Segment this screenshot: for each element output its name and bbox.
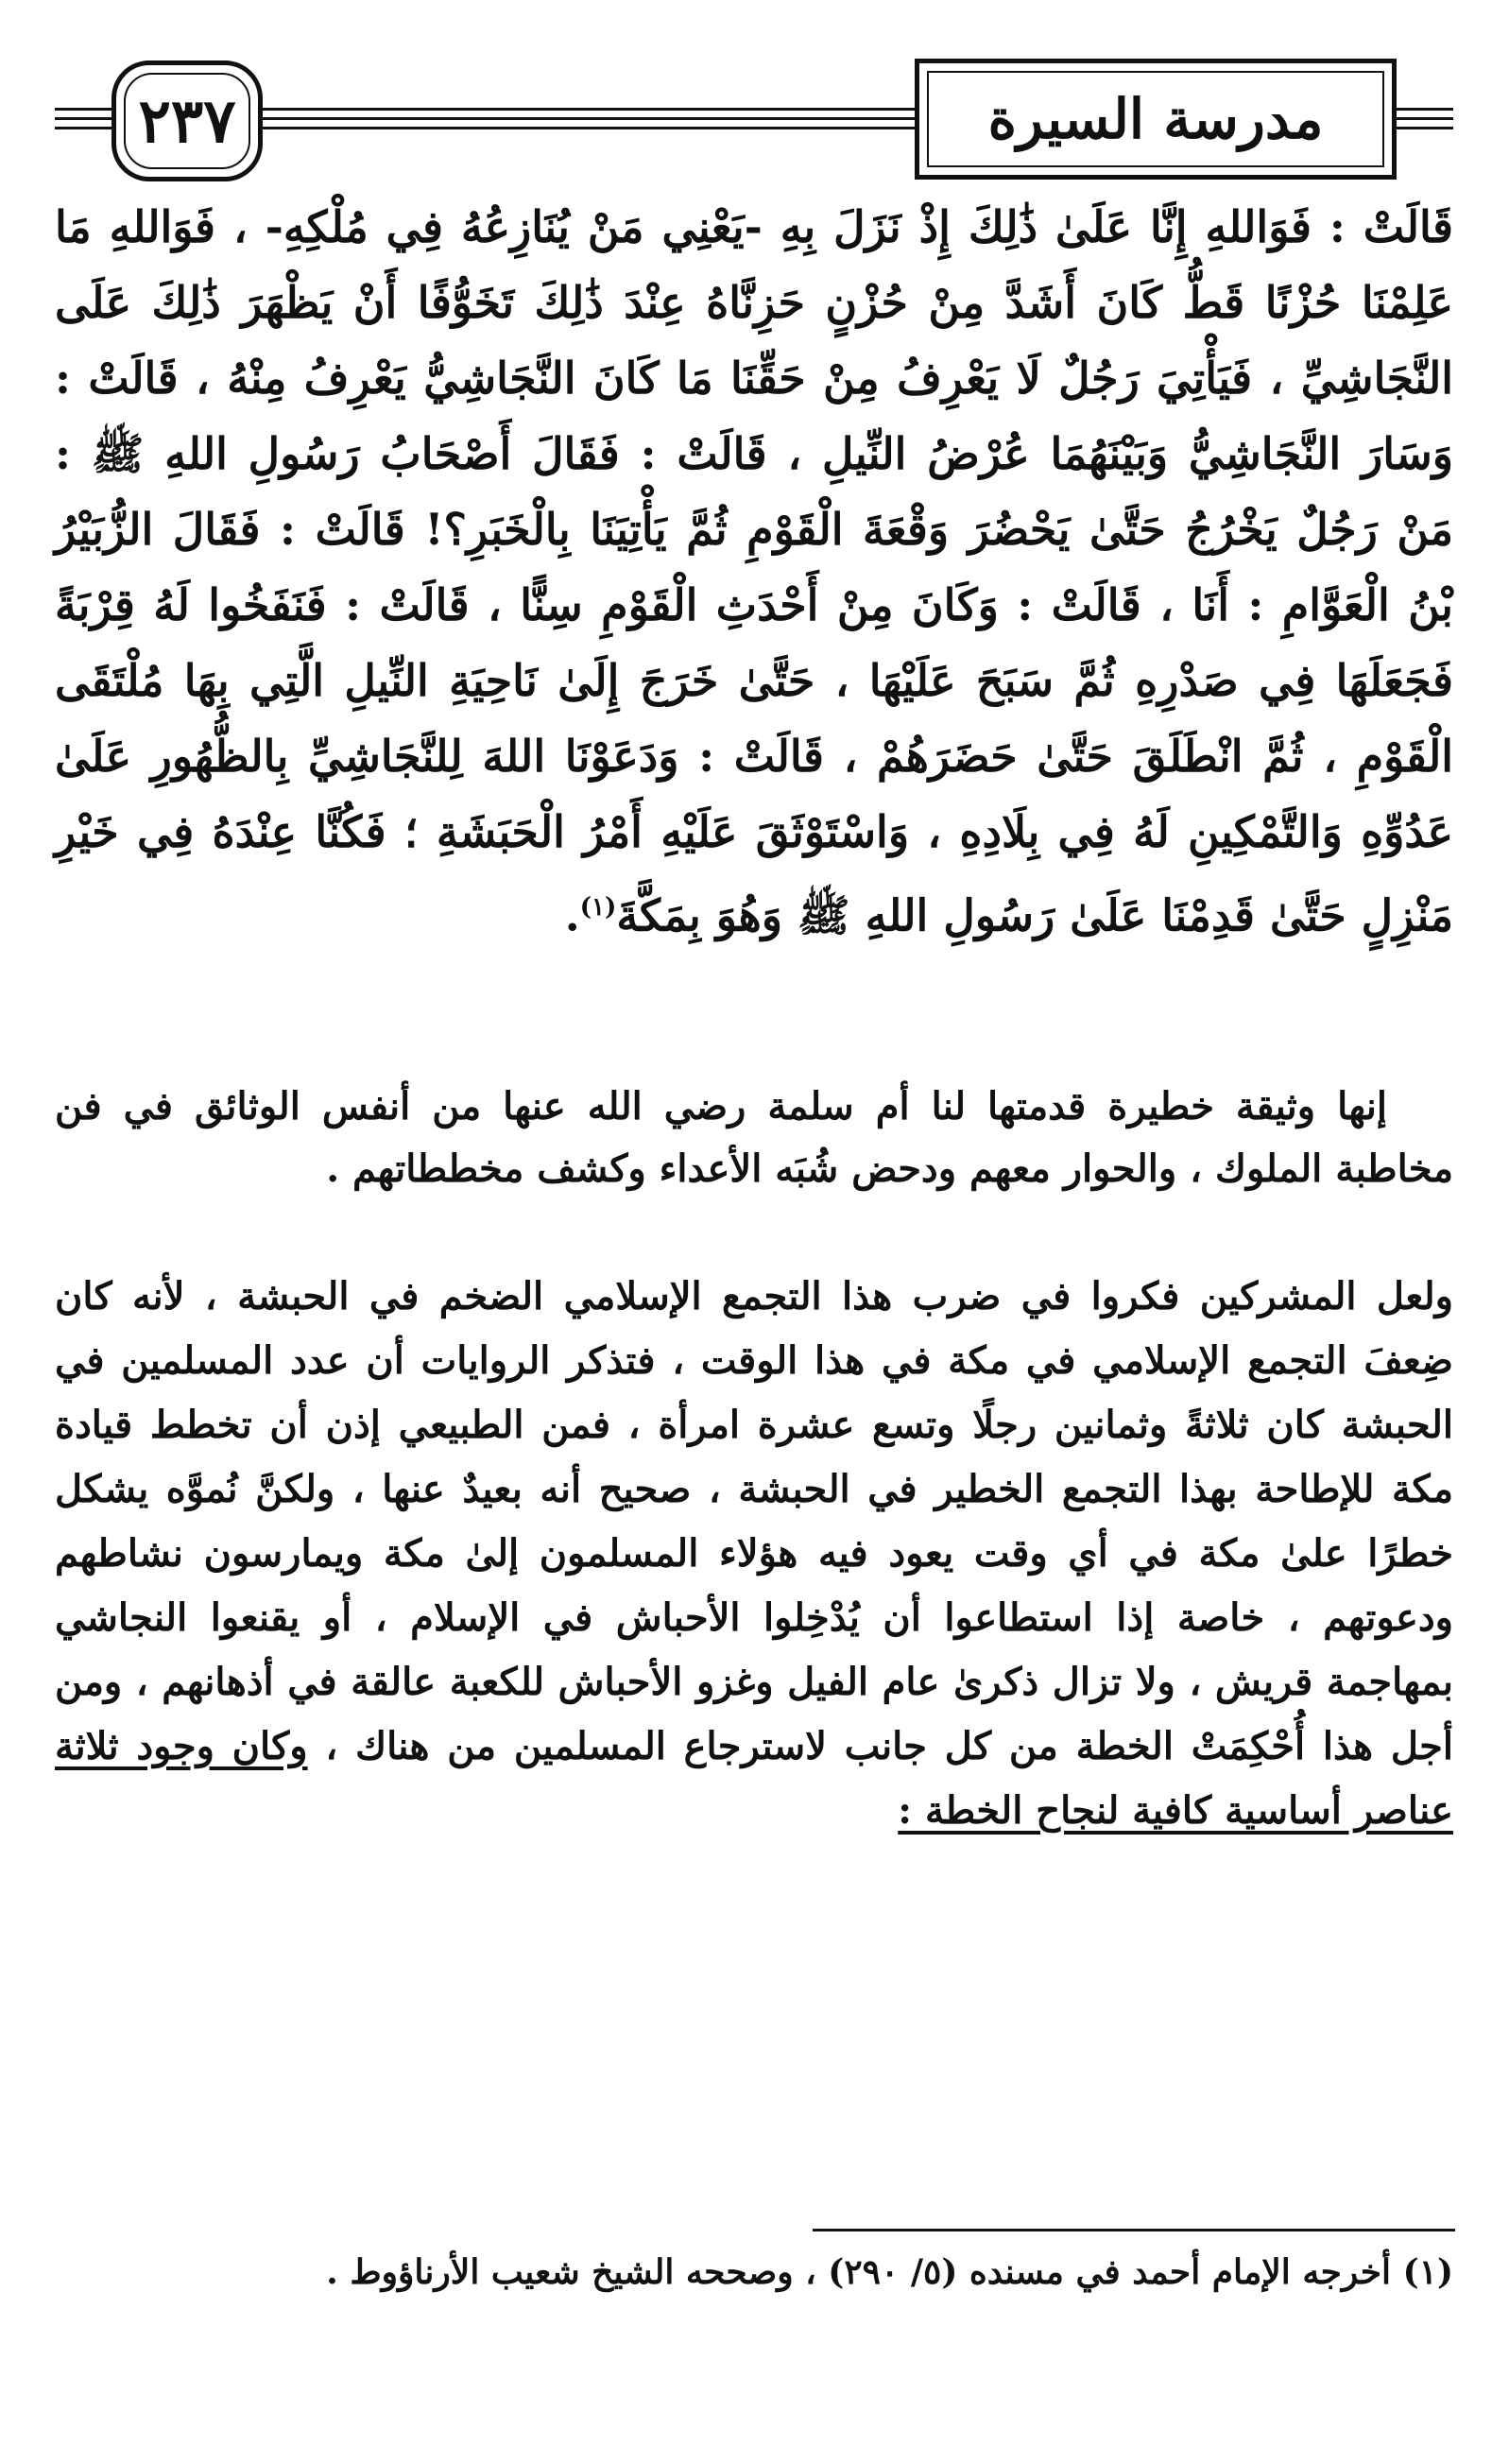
footnote-text: أخرجه الإمام أحمد في مسنده (٥/ ٢٩٠) ، وصححه الشيخ شعيب الأرناؤوط .	[326, 2252, 1392, 2292]
underlined-sentence: وكان وجود ثلاثة عناصر أساسية كافية لنجاح الخطة :	[55, 1724, 1453, 1833]
footnote	[55, 2248, 1453, 2297]
paragraph-text: قَالَتْ : فَوَاللهِ إِنَّا عَلَىٰ ذَٰلِكَ إِذْ نَزَلَ بِهِ -يَعْنِي مَنْ يُنَازِعُهُ فِي مُلْكِهِ- ، فَوَاللهِ مَا عَلِمْنَا حُزْنًا قَطُّ كَانَ أَشَدَّ مِنْ حُزْنٍ حَزِنَّاهُ عِنْدَ ذَٰلِكَ تَخَوُّفًا أَنْ يَظْهَرَ ذَٰلِكَ عَلَى النَّجَاشِيِّ ، فَيَأْتِيَ رَجُلٌ لَا يَعْرِفُ مِنْ حَقِّنَا مَا كَانَ النَّجَاشِيُّ يَعْرِفُ مِنْهُ ، قَالَتْ : وَسَارَ النَّجَاشِيُّ وَبَيْنَهُمَا عُرْضُ النِّيلِ ، قَالَتْ : فَقَالَ أَصْحَابُ رَسُولِ اللهِ ﷺ : مَنْ رَجُلٌ يَخْرُجُ حَتَّىٰ يَحْضُرَ وَقْعَةَ الْقَوْمِ ثُمَّ يَأْتِيَنَا بِالْخَبَرِ؟! قَالَتْ : فَقَالَ الزُّبَيْرُ بْنُ الْعَوَّامِ : أَنَا ، قَالَتْ : وَكَانَ مِنْ أَحْدَثِ الْقَوْمِ سِنًّا ، قَالَتْ : فَنَفَخُوا لَهُ قِرْبَةً فَجَعَلَهَا فِي صَدْرِهِ ثُمَّ سَبَحَ عَلَيْهَا ، حَتَّىٰ خَرَجَ إِلَىٰ نَاحِيَةِ النِّيلِ الَّتِي بِهَا مُلْتَقَى الْقَوْمِ ، ثُمَّ انْطَلَقَ حَتَّىٰ حَضَرَهُمْ ، قَالَتْ : وَدَعَوْنَا اللهَ لِلنَّجَاشِيِّ بِالظُّهُورِ عَلَىٰ عَدُوِّهِ وَالتَّمْكِينِ لَهُ فِي بِلَادِهِ ، وَاسْتَوْثَقَ عَلَيْهِ أَمْرُ الْحَبَشَةِ ؛ فَكُنَّا عِنْدَهُ فِي خَيْرِ مَنْزِلٍ حَتَّىٰ قَدِمْنَا عَلَىٰ رَسُولِ اللهِ ﷺ وَهُوَ بِمَكَّةَ	[55, 201, 1453, 941]
footnote-number: (١)	[1402, 2252, 1453, 2292]
page-number: ٢٣٧	[111, 60, 263, 181]
footnote-separator	[813, 2229, 1455, 2231]
book-title: مدرسة السيرة	[915, 59, 1397, 180]
paragraph-end: .	[564, 889, 580, 941]
page-header	[55, 59, 1453, 172]
quoted-narration-paragraph	[55, 189, 1453, 953]
footnote-reference: (١)	[579, 893, 617, 922]
commentary-paragraph: إنها وثيقة خطيرة قدمتها لنا أم سلمة رضي الله عنها من أنفس الوثائق في فن مخاطبة الملوك ، والحوار معهم ودحض شُبَه الأعداء وكشف مخططاتهم .	[55, 1084, 1453, 1191]
paragraph-text: ولعل المشركين فكروا في ضرب هذا التجمع الإسلامي الضخم في الحبشة ، لأنه كان ضِعفَ التجمع الإسلامي في مكة في هذا الوقت ، فتذكر الروايات أن عدد المسلمين في الحبشة كان ثلاثةً وثمانين رجلًا وتسع عشرة امرأة ، فمن الطبيعي إذن أن تخطط قيادة مكة للإطاحة بهذا التجمع الخطير في الحبشة ، صحيح أنه بعيدٌ عنها ، ولكنَّ نُموَّه يشكل خطرًا علىٰ مكة في أي وقت يعود فيه هؤلاء المسلمون إلىٰ مكة ويمارسون نشاطهم ودعوتهم ، خاصة إذا استطاعوا أن يُدْخِلوا الأحباش في الإسلام ، أو يقنعوا النجاشي بمهاجمة قريش ، ولا تزال ذكرىٰ عام الفيل وغزو الأحباش للكعبة عالقة في أذهانهم ، ومن أجل هذا أُحْكِمَتْ الخطة من كل جانب لاسترجاع المسلمين من هناك ،	[55, 1274, 1454, 1768]
analysis-paragraph	[55, 1265, 1453, 1843]
